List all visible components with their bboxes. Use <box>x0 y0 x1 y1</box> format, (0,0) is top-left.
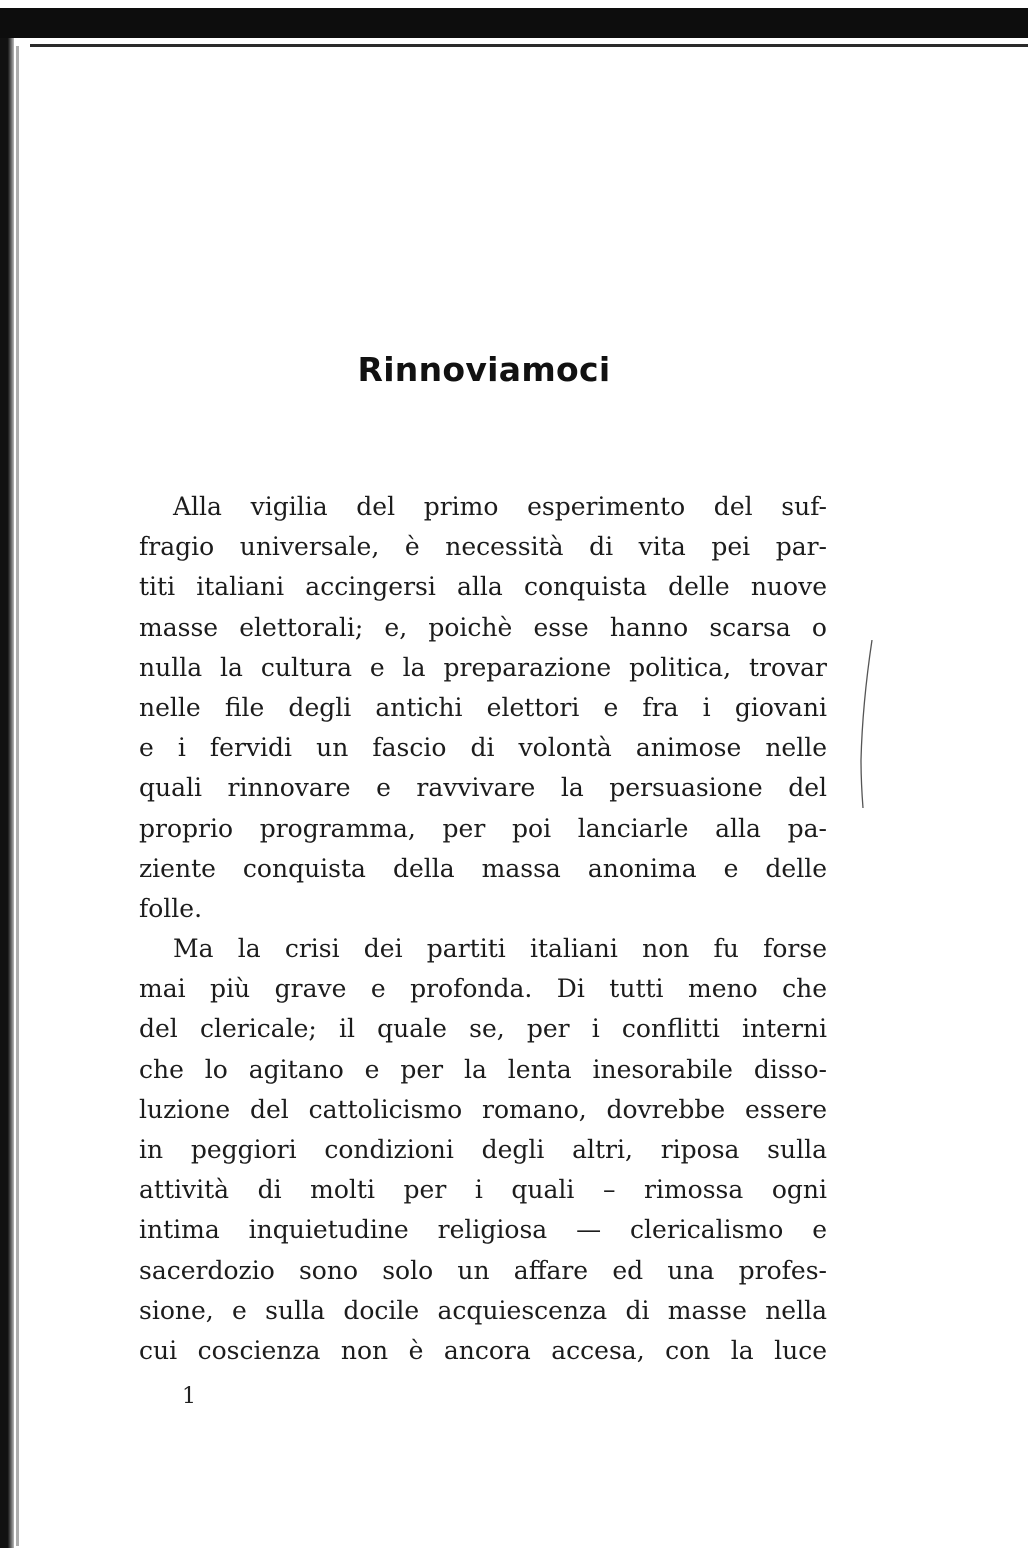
text-line: folle. <box>139 893 203 923</box>
text-line: in peggiori condizioni degli altri, riposa sulla <box>139 1135 827 1164</box>
text-line: nulla la cultura e la preparazione politica, trovar <box>139 652 827 682</box>
text-line: masse elettorali; e, poichè esse hanno scarsa o <box>139 612 827 642</box>
scan-left-shadow <box>16 46 19 1546</box>
margin-pencil-mark <box>856 640 876 810</box>
text-line: che lo agitano e per la lenta inesorabile disso- <box>139 1054 827 1084</box>
text-line: sacerdozio sono solo un affare ed una profes- <box>139 1255 827 1285</box>
text-line: luzione del cattolicismo romano, dovrebbe essere <box>139 1094 827 1124</box>
text-line: intima inquietudine religiosa — clericalismo e <box>139 1215 827 1245</box>
text-line: ziente conquista della massa anonima e delle <box>139 853 827 883</box>
scan-top-border <box>0 8 1028 38</box>
text-line: nelle file degli antichi elettori e fra i giovani <box>139 692 827 722</box>
scan-top-rule <box>30 44 1028 47</box>
paragraph-2 <box>139 929 827 1371</box>
text-line: attività di molti per i quali – rimossa ogni <box>139 1175 827 1205</box>
text-line: titi italiani accingersi alla conquista delle nuove <box>139 572 827 602</box>
chapter-title: Rinnoviamoci <box>357 350 611 389</box>
page-number: 1 <box>182 1384 196 1409</box>
text-line: quali rinnovare e ravvivare la persuasione del <box>139 773 827 803</box>
text-line: cui coscienza non è ancora accesa, con la luce <box>139 1335 827 1365</box>
scan-left-binding-edge <box>0 38 14 1548</box>
body-text <box>139 487 827 1371</box>
text-line: sione, e sulla docile acquiescenza di masse nella <box>139 1295 827 1325</box>
text-line: Ma la crisi dei partiti italiani non fu forse <box>173 934 827 964</box>
text-line: Alla vigilia del primo esperimento del suf- <box>173 492 827 521</box>
text-line: del clericale; il quale se, per i conflitti interni <box>139 1014 827 1044</box>
paragraph-1 <box>139 487 827 929</box>
text-line: mai più grave e profonda. Di tutti meno che <box>139 974 827 1004</box>
text-line: e i fervidi un fascio di volontà animose nelle <box>139 733 827 763</box>
text-line: fragio universale, è necessità di vita pei par- <box>139 532 827 562</box>
text-line: proprio programma, per poi lanciarle alla pa- <box>139 813 827 843</box>
